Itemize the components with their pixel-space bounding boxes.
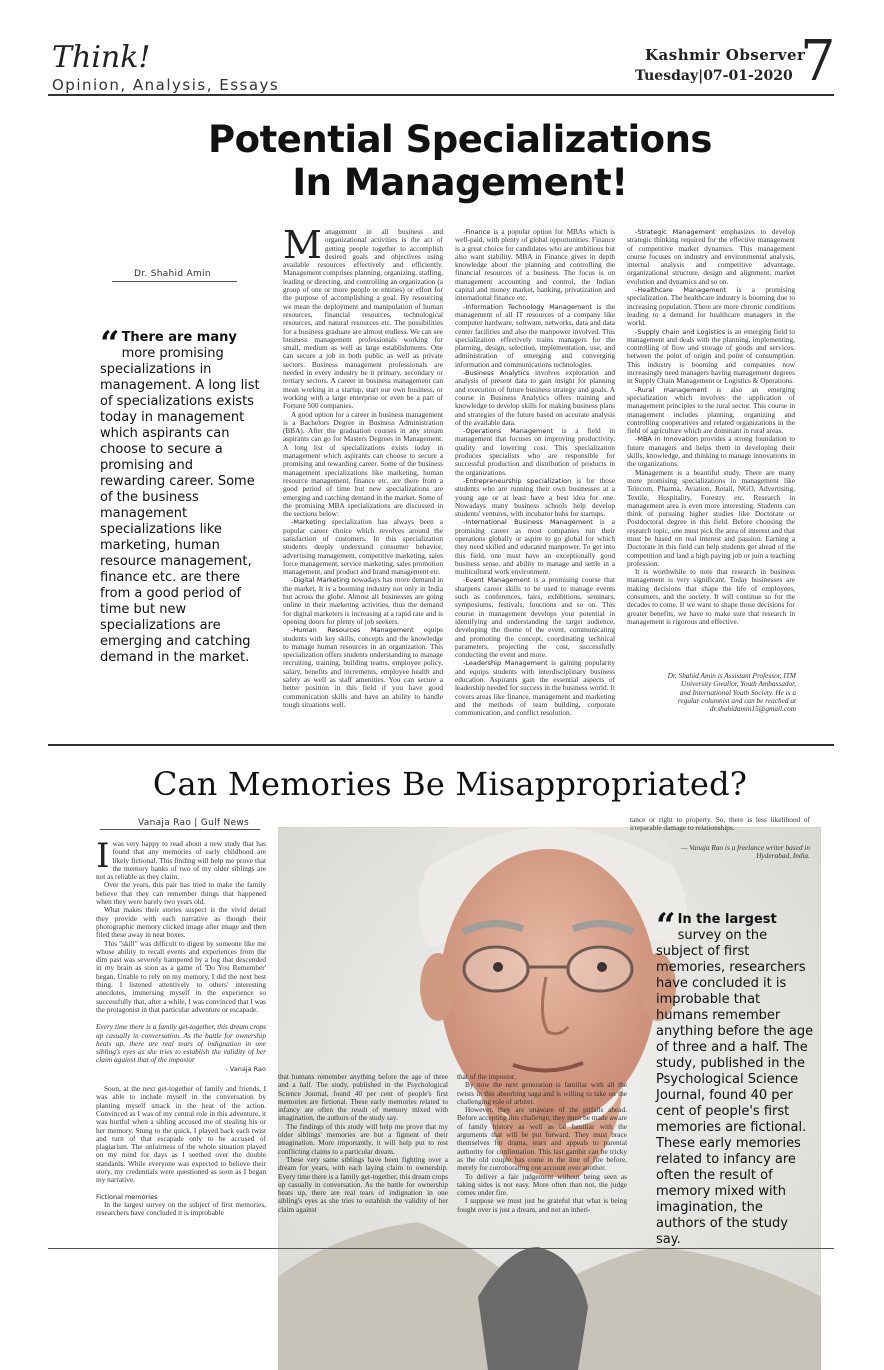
section-subtitle: Opinion, Analysis, Essays (52, 76, 280, 94)
text: nowadays has more demand in the market. It is a booming industry not only in India but across the globe. Almost all businesses are going online in their marketing activities, thus the demand for digital marketers is increasing at a rapid rate and is opening doors for plenty of job seekers. (283, 575, 443, 626)
paragraph: The findings of this study will help me prove that my older siblings' memories are but a figment of their imagination. More importantly, it will help put to rest conflicting claims to a particular dream. (278, 1121, 448, 1156)
paragraph (627, 435, 795, 468)
text: equips students with key skills, concepts and the knowledge to manage human resources in an organization. This specialization offers students understanding to manage recruiting, training, building teams, employee policy, salary, benefits and increments, employee health and safety as well as staff amenities. You can secure a better position in this field if you have good communication skills and have an ability to handle tough situations well. (283, 625, 443, 709)
paragraph (283, 626, 443, 709)
paragraph: These very same siblings have been fighting over a dream for years, with each laying claim to ownership. Every time there is a family get-together, this dream crops up casually in conversation. As the battle for ownership heats up, there are real tears of indignation in one sibling's eyes as she tries to establish the validity of her claim against (278, 1154, 448, 1214)
article2-column3 (457, 1073, 627, 1253)
subhead: -Human Resources Management (291, 626, 414, 635)
article2-column1 (96, 840, 266, 1252)
paragraph (283, 518, 443, 576)
text: involves exploration and analysis of present data to gain insight for planning and execution of future business strategy and goals. A course in Business Analytics offers training and knowledge to develop skills for making business plans and strategies of the future based on accurate analysis of the available data. (455, 368, 615, 427)
sig-line: — Vanaja Rao is a freelance writer based in (680, 843, 810, 852)
text: is also an emerging specialization which involves the application of management principles to the rural sector. This course in management includes planning, organizing and controlling cooperatives and related organizations in the field of agriculture which are dominant in rural areas. (627, 384, 795, 436)
subhead: -Strategic Management (635, 228, 716, 236)
text: is a promising career as most companies run their operations globally or aspire to go global for which they need skilled and educated manpower. To get into this field, one must have an exceptionally good business sense, and ability to manage and settle in a multicultural work environment. (455, 517, 615, 577)
page-number: 7 (800, 29, 836, 94)
article2-pullquote (656, 906, 816, 1248)
paragraph (455, 477, 615, 518)
paragraph (283, 576, 443, 626)
subhead: -Operations Management (463, 427, 554, 436)
italic-quote: Every time there is a family get-together, this dream crops up casually in conversation. As the battle for ownership heats up, there are real tears of indignation in one sibling's eyes as she tries to establish the validity of her claim against that of the impostor (96, 1022, 266, 1065)
article1-column3 (627, 228, 795, 668)
pullquote-text: survey on the subject of first memories, researchers have concluded it is improbable that humans remember anything before the age of three and a half. The study, published in the Psychological Science Journal, found 40 per cent of people's first memories are fictional. These early memories related to infancy are often the result of memory mixed with imagination, the authors of the study say. (656, 928, 814, 1247)
article1-column2 (455, 228, 615, 760)
paragraph (627, 228, 795, 286)
article2-byline: Vanaja Rao | Gulf News (138, 818, 250, 828)
article2-column2 (278, 1073, 448, 1253)
dropcap: I (96, 840, 110, 876)
paragraph (455, 518, 615, 576)
subhead: -Marketing (291, 518, 326, 527)
paragraph: A good option for a career in business management is a Bachelors Degree in Business Administration (BBA). After the graduation courses in any stream aspirants can go for Masters Degrees in Management. A long list of specializations exists today in management which aspirants can choose to secure a promising and rewarding career. Some of the business management specializations like marketing, human resource management, finance etc. are there from a good period of time but new specializations are emerging and catching demand in the market. Some of the promising MBA specializations are discussed in the sections below: (283, 409, 443, 519)
paragraph (627, 328, 795, 386)
subhead: -Finance (463, 228, 491, 236)
text: It is worthwhile to note that research in business management is very significant. Today businesses are making decisions that shape the life of employees, consumers, and the society. It will continue so for the decades to come. If we want to shape those decisions for greater benefits, we have to make sure that research in management is rigorous and effective. (627, 567, 795, 626)
headline-line1: Potential Specializations (208, 118, 712, 161)
paragraph: that humans remember anything before the age of three and a half. The study, published in the Psychological Science Journal, found 40 per cent of people's first memories are fictional. These early memories related to infancy are often the result of memory mixed with imagination, the authors of the study say. (278, 1073, 448, 1123)
paragraph: that of the impostor. (457, 1073, 516, 1081)
subhead: -Rural management (635, 385, 708, 394)
subhead: -Digital Marketing (291, 576, 350, 585)
text: is the management of all IT resources of a company like computer hardware, software, networks, data and data center facilities and also the manpower involved. This specialization effectively trains managers for the planning, design, selection, implementation, use, and administration of emerging and converging information and communications technologies. (455, 301, 615, 369)
text: emphasizes to develop strategic thinking required for the effective management of competitive market dynamics. This management course focuses on industry and environmental analysis, internal analysis and competitive advantage, organizational structure, design and alignment, market evolution and dynamics and so on. (627, 228, 795, 286)
article2-author-note (620, 844, 810, 861)
quote-mark-icon: “ (656, 906, 676, 946)
subhead: -Healthcare Management (635, 286, 727, 295)
article2-headline: Can Memories Be Misappropriated? (152, 765, 748, 803)
quote-credit: - Vanaja Rao (225, 1064, 266, 1073)
headline-line2: In Management! (292, 161, 628, 204)
subhead: -International Business Management (463, 518, 593, 527)
byline-rule (112, 281, 237, 282)
text: specialization has always been a popular career choice which revolves around the satisfaction of customers. In this specialization students deeply understand consumer behavior, advertising management, competitive marketing, sales force management, service marketing, sales promotion management, and product and brand management etc. (283, 517, 443, 577)
article1-byline: Dr. Shahid Amin (134, 269, 211, 279)
paragraph (627, 286, 795, 327)
byline-rule (100, 829, 260, 830)
paragraph (455, 659, 615, 717)
header-rule (48, 94, 834, 96)
article1-author-note (610, 672, 796, 713)
paragraph (455, 228, 615, 303)
text: provides a strong foundation to future managers and helps them in developing their skills, knowledge, and thinking to manage innovations in the organizations. (627, 434, 795, 469)
paragraph: I suppose we must just be grateful that what is being fought over is just a dream, and not an inheri- (457, 1196, 627, 1214)
newspaper-name: Kashmir Observer (645, 46, 806, 64)
paragraph: anagement in all business and organizational activities is the act of getting people together to accomplish desired goals and objectives using available resources effectively and efficiently. Management comprises planning, organizing, staffing, leading or directing, and controlling an organization (a group of one or more people or entities) or effort for the purpose of accomplishing a goal. By resourcing we mean the deployment and manipulation of human resources, financial resources, technological resources, and natural resources etc. The possibilities for a business graduate are almost endless. We can see business management professionals working for small, medium as well as large establishments. One can secure a job in both public as well as private sectors. Business management professionals are needed in every industry be it primary, secondary or tertiary sectors. A career in business management can mean working in a startup, start our own business, or working with a large enterprise or even be a part of Fortune 500 companies. (283, 228, 443, 411)
paragraph: was very happy to read about a new study that has found that any memories of early childhood are likely fictional. This finding will help me prove that the memory banks of two of my older siblings are not as reliable as they claim. (96, 840, 266, 882)
dropcap: M (283, 228, 322, 267)
paragraph (455, 303, 615, 369)
footer-rule (48, 1248, 834, 1249)
subhead: -MBA in Innovation (635, 435, 698, 444)
paragraph (627, 469, 795, 569)
paragraph: In the largest survey on the subject of first memories, researchers have concluded it is improbable (96, 1199, 266, 1218)
section-title: Think! (52, 40, 151, 75)
text: is an emerging field to management and deals with the planning, implementing, controlling of flow and storage of goods and services, between the point of origin and point of consumption. This industry is booming and companies now increasingly need managers having management degrees in Supply Chain Management or Logistics & Operations. (627, 326, 795, 386)
text: is a popular option for MBAs which is well-paid, with plenty of global opportunities. Finance is a great choice for candidates who are ambitious but also want stability. MBA in Finance gives in depth knowledge about the planning and controlling the financial resources of a business. The focus is on management accounting and control, the Indian capital and money market, banking, privatization and international finance etc. (455, 228, 615, 303)
text: is a promising specialization. The healthcare industry is booming due to increasing population. There are more chronic conditions leading to a demand for healthcare managers in the world. (627, 285, 795, 328)
issue-date: Tuesday|07-01-2020 (635, 68, 793, 84)
article2-column4 (630, 816, 810, 833)
sig-line: and International Youth Society. He is a (679, 687, 796, 697)
text: is for those students who are running their own businesses at a young age or at least have a best idea for one. Nowadays many business schools help develop students' ventures, with incubator hubs for startups. (455, 475, 615, 519)
paragraph (627, 568, 795, 626)
subhead: -Entrepreneurship specialization (463, 476, 572, 485)
paragraph: What makes their stories suspect is the vivid detail they provide with each narrative as though their photographic memory clicked image after image and then filed these away in neat boxes. (96, 905, 266, 940)
sig-line: regular columnist and can be reached at (677, 695, 796, 705)
sig-line: Hyderabad, India. (756, 851, 810, 861)
text: is a field in management that focuses on improving productivity, quality and lowering cost. This specialization produces specialists who are responsible for successful production and distribution of products in the organizations. (455, 426, 615, 477)
paragraph: This "skill" was difficult to digest by someone like me whose ability to recall events and experiences from the dim past was severely hampered by a fog that descended in my brain as soon as a game of 'Do You Remember' began. Unable to rely on my memory, I did the next best thing. I listened attentively to others' interesting anecdotes, immersing myself in the experience so successfully that, after a while, I was convinced that I was the protagonist in that particular adventure or escapade. (96, 938, 266, 1014)
subhead: -Business Analytics (463, 369, 530, 378)
article1-headline (150, 118, 770, 204)
paragraph (455, 427, 615, 477)
pullquote-lead: In the largest (677, 912, 777, 927)
subhead: -Leadership Management (463, 659, 548, 668)
paragraph: Over the years, this pair has tried to make the family believe that they can remember things that happened when they were barely two years old. (96, 880, 266, 907)
paragraph: By now the next generation is familiar with all the twists in this absorbing saga and is willing to take on the challenging role of arbiter. (457, 1080, 627, 1106)
subhead: -Supply chain and Logistics (635, 327, 726, 336)
sig-line: dr.shahidamin15@gmail.com (709, 704, 796, 714)
paragraph (627, 386, 795, 436)
text: is a promising course that sharpens career skills to be used to manage events such as conferences, fairs, exhibitions, seminars, symposiums, festivals, functions and so on. This course in management develops your potential in identifying and understanding the target audience, developing the theme of the event, communicating and promoting the concept, coordinating technical parameters, projecting the cost, successfully conducting the event and more. (455, 575, 615, 660)
paragraph: However, they are unaware of the pitfalls ahead. Before accepting this challenge, they must be made aware of family history as well as be familiar with the arguments that will be put forward. They must brace themselves for drama, tears and appeals to parental authority for confirmation. This last gambit can be tricky as the old couple has come in the line of fire before, merely for corroborating one account over another. (457, 1105, 627, 1173)
paragraph: tance or right to property. So, there is less likelihood of irreparable damage to relationships. (630, 815, 810, 833)
article-divider (48, 744, 834, 746)
sig-line: Dr. Shahid Amin is Assistant Professor, ITM (667, 671, 796, 680)
paragraph (455, 576, 615, 659)
subhead: -Information Technology Management (463, 302, 592, 311)
paragraph: Soon, at the next get-together of family and friends, I was able to include myself in the conversation by planting myself smack in the heat of the action. Convinced as I was of my central role in this adventure, it was hurtful when a sibling accused me of stealing his or her memory. Stung to the quick, I played back each twist and turn of that escapade only to be accused of plagiarism. The unfairness of the whole situation played on my mind for days as I seethed over the double standards. While everyone was expected to believe their story, my credentials were questioned as soon as I began my narrative. (96, 1084, 266, 1185)
sig-line: University Gwalior, Youth Ambassador, (681, 679, 796, 689)
paragraph (455, 369, 615, 427)
text: is gaining popularity and equips students with interdisciplinary business education. Aspirants gain the essential aspects of leadership needed for success in the business world. It covers areas like finance, management and marketing and the methods of team building, corporate communication, and conflict resolution. (455, 658, 615, 718)
article1-column1 (283, 228, 443, 760)
subhead: -Event Management (463, 576, 531, 585)
sub-heading: Fictional memories (96, 1192, 158, 1201)
text: Management is a beautiful study. There are many more promising specializations in management like Telecom, Pharma, Aviation, Retail, NGO, Advertising, Textile, Hospitality, Forestry etc. Research in management area is even more interesting. Students can think of pursuing higher studies like Doctorate or Postdoctoral degree in this field. Before choosing the research topic, one must pick the area of interest and that must be based on real interest and passion. Earning a Doctorate in this field can help students get ahead of the competition and land a high paying job or join a teaching profession. (627, 467, 795, 568)
paragraph: To deliver a fair judgement without being seen as taking sides is not easy. More often than not, the judge comes under fire. (457, 1171, 627, 1198)
pullquote-lead: There are many (121, 330, 237, 345)
quote-mark-icon: “ (100, 324, 120, 364)
article1-pullquote (100, 324, 260, 666)
pullquote-text: more promising specializations in management. A long list of specializations exists today in management which aspirants can choose to secure a promising and rewarding career. Some of the business management specializations like marketing, human resource management, finance etc. are there from a good period of time but new specializations are emerging and catching demand in the market. (100, 346, 260, 665)
